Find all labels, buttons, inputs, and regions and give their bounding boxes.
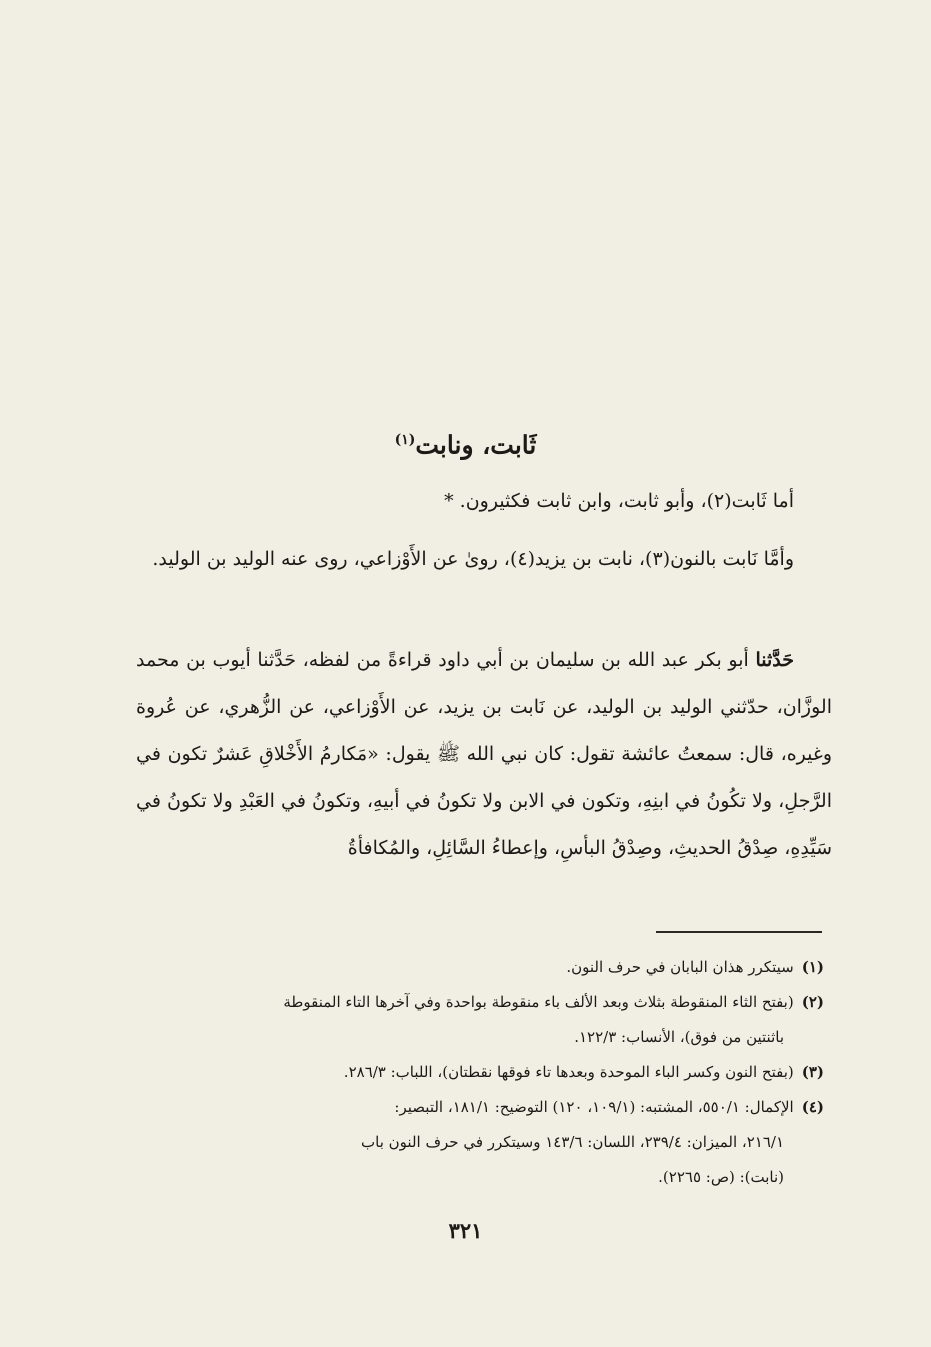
footnote-text: سيتكرر هذان البابان في حرف النون.	[566, 958, 794, 976]
hadith-text: أبو بكر عبد الله بن سليمان بن أبي داود قراءةً من لفظه، حَدَّثنا أيوب بن محمد الوزَّان، حدّثني الوليد بن الوليد، عن نَابت بن يزيد، عن الأَوْزاعي، عن الزُّهري، عن عُروة وغيره، قال: سمعتُ عائشة تقول: كان نبي الله ﷺ يقول: «مَكارمُ الأَخْلاقِ عَشرٌ تكون في الرَّجلِ، ولا تكُونُ في ابنِهِ، وتكون في الابن ولا تكونُ في أبيهِ، وتكونُ في العَبْدِ ولا تكونُ في سَيِّدِهِ، صِدْقُ الحديثِ، وصِدْقُ البأسِ، وإعطاءُ السَّائِلِ، والمُكافأةُ	[136, 649, 832, 859]
page-number: ٣٢١	[448, 1218, 483, 1243]
paragraph-3	[136, 637, 832, 872]
footnote-2	[140, 985, 824, 1020]
footnote-separator	[656, 931, 822, 933]
footnote-4-continuation-2: (نابت): (ص: ٢٢٦٥).	[658, 1168, 784, 1186]
footnote-number: (٣)	[801, 1063, 824, 1081]
section-title	[0, 418, 931, 467]
footnote-4	[140, 1090, 824, 1125]
footnote-4-continuation-1: ٢١٦/١، الميزان: ٢٣٩/٤، اللسان: ١٤٣/٦ وسيتكرر في حرف النون باب	[361, 1133, 784, 1151]
title-footnote-mark: (١)	[394, 432, 416, 448]
footnote-text: (بفتح النون وكسر الباء الموحدة وبعدها تاء فوقها نقطتان)، اللباب: ٢٨٦/٣.	[343, 1063, 794, 1081]
footnote-text: (بفتح الثاء المنقوطة بثلاث وبعد الألف باء منقوطة بواحدة وفي آخرها التاء المنقوطة	[283, 993, 794, 1011]
footnotes	[140, 950, 824, 1195]
footnote-number: (٢)	[801, 993, 824, 1011]
footnote-2-continuation: باثنتين من فوق)، الأنساب: ١٢٢/٣.	[574, 1028, 784, 1046]
paragraph-2: وأمَّا نَابت بالنون(٣)، نابت بن يزيد(٤)، روىٰ عن الأَوْزاعي، روى عنه الوليد بن الوليد.	[152, 548, 794, 570]
footnote-1	[140, 950, 824, 985]
footnote-text: الإكمال: ٥٥٠/١، المشتبه: (١٠٩/١، ١٢٠) التوضيح: ١٨١/١، التبصير:	[394, 1098, 794, 1116]
footnote-number: (٤)	[801, 1098, 824, 1116]
paragraph-1: أما ثَابت(٢)، وأبو ثابت، وابن ثابت فكثيرون. *	[444, 490, 794, 512]
section-title-text: ثَابت، ونابت	[415, 430, 537, 460]
footnote-3	[140, 1055, 824, 1090]
hadith-opening-word: حَدَّثنا	[755, 649, 794, 671]
footnote-number: (١)	[801, 958, 824, 976]
